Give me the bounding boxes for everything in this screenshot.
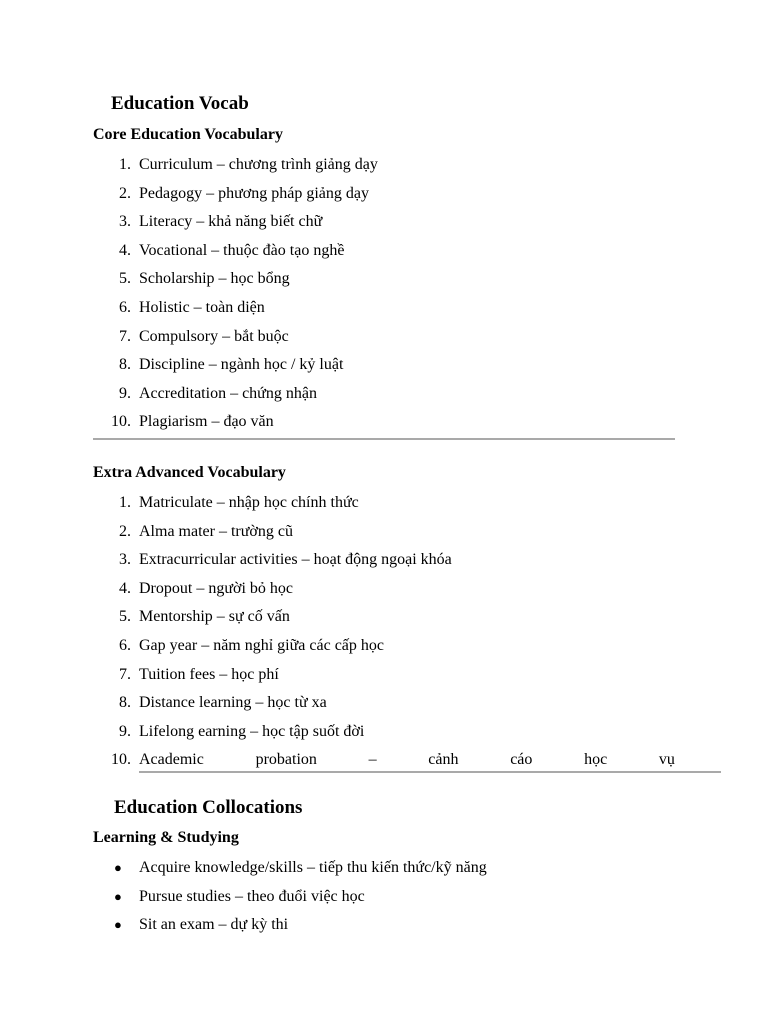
item-text: Accreditation – chứng nhận [139,384,317,402]
bullet-icon: ● [114,917,122,933]
item-number: 9. [119,722,131,740]
item-text: Curriculum – chương trình giảng dạy [139,156,378,173]
item-text: Tuition fees – học phí [139,665,279,683]
item-text: Sit an exam – dự kỳ thi [139,916,289,934]
word: – [368,751,377,769]
item-number: 1. [119,494,131,511]
item-text: Lifelong earning – học tập suốt đời [139,722,365,740]
item-text: Literacy – khả năng biết chữ [139,213,323,231]
item-text: Discipline – ngành học / kỷ luật [139,356,344,374]
word: cáo [510,751,533,769]
item-number: 5. [119,608,131,626]
item-number: 4. [119,579,131,597]
item-text: Dropout – người bỏ học [139,579,294,597]
item-text: Plagiarism – đạo văn [139,413,274,431]
extra-vocab-heading: Extra Advanced Vocabulary [93,464,286,481]
item-text: Compulsory – bắt buộc [139,327,289,345]
word: Academic [139,751,204,769]
item-number: 7. [119,327,131,345]
item-number: 4. [119,241,131,259]
item-number: 9. [119,384,131,402]
item-text: Mentorship – sự cố vấn [139,608,290,626]
item-number: 1. [119,156,131,173]
bullet-icon: ● [114,888,122,904]
item-text: Holistic – toàn diện [139,298,265,316]
section-divider [139,771,721,773]
word: cảnh [428,751,459,769]
item-number: 6. [119,636,131,654]
item-number: 3. [119,551,131,569]
item-number: 3. [119,213,131,231]
bullet-icon: ● [114,860,122,875]
item-number: 8. [119,694,131,712]
item-number: 6. [119,298,131,316]
item-text: Alma mater – trường cũ [139,522,293,540]
learning-heading: Learning & Studying [93,829,239,846]
section-divider [93,438,675,440]
item-text: Pursue studies – theo đuổi việc học [139,887,365,905]
item-number: 2. [119,184,131,202]
item-number: 2. [119,522,131,540]
item-text: Distance learning – học từ xa [139,694,327,712]
item-number: 7. [119,665,131,683]
item-text: Acquire knowledge/skills – tiếp thu kiến thức/kỹ năng [139,859,487,876]
item-number: 10. [111,413,131,431]
item-number: 8. [119,356,131,374]
item-text-justified [139,751,675,769]
item-text: Pedagogy – phương pháp giảng dạy [139,184,369,202]
item-number: 5. [119,270,131,288]
word: probation [255,751,317,769]
item-text: Vocational – thuộc đào tạo nghề [139,241,345,259]
word: vụ [658,751,675,769]
item-text: Scholarship – học bổng [139,270,290,288]
item-text: Matriculate – nhập học chính thức [139,494,359,511]
item-text: Gap year – năm nghỉ giữa các cấp học [139,636,385,654]
word: học [584,751,608,769]
collocations-title: Education Collocations [114,797,303,818]
core-vocab-heading: Core Education Vocabulary [93,126,283,143]
page-title: Education Vocab [111,93,249,114]
item-number: 10. [111,751,131,769]
item-text: Extracurricular activities – hoạt động ngoại khóa [139,551,452,569]
